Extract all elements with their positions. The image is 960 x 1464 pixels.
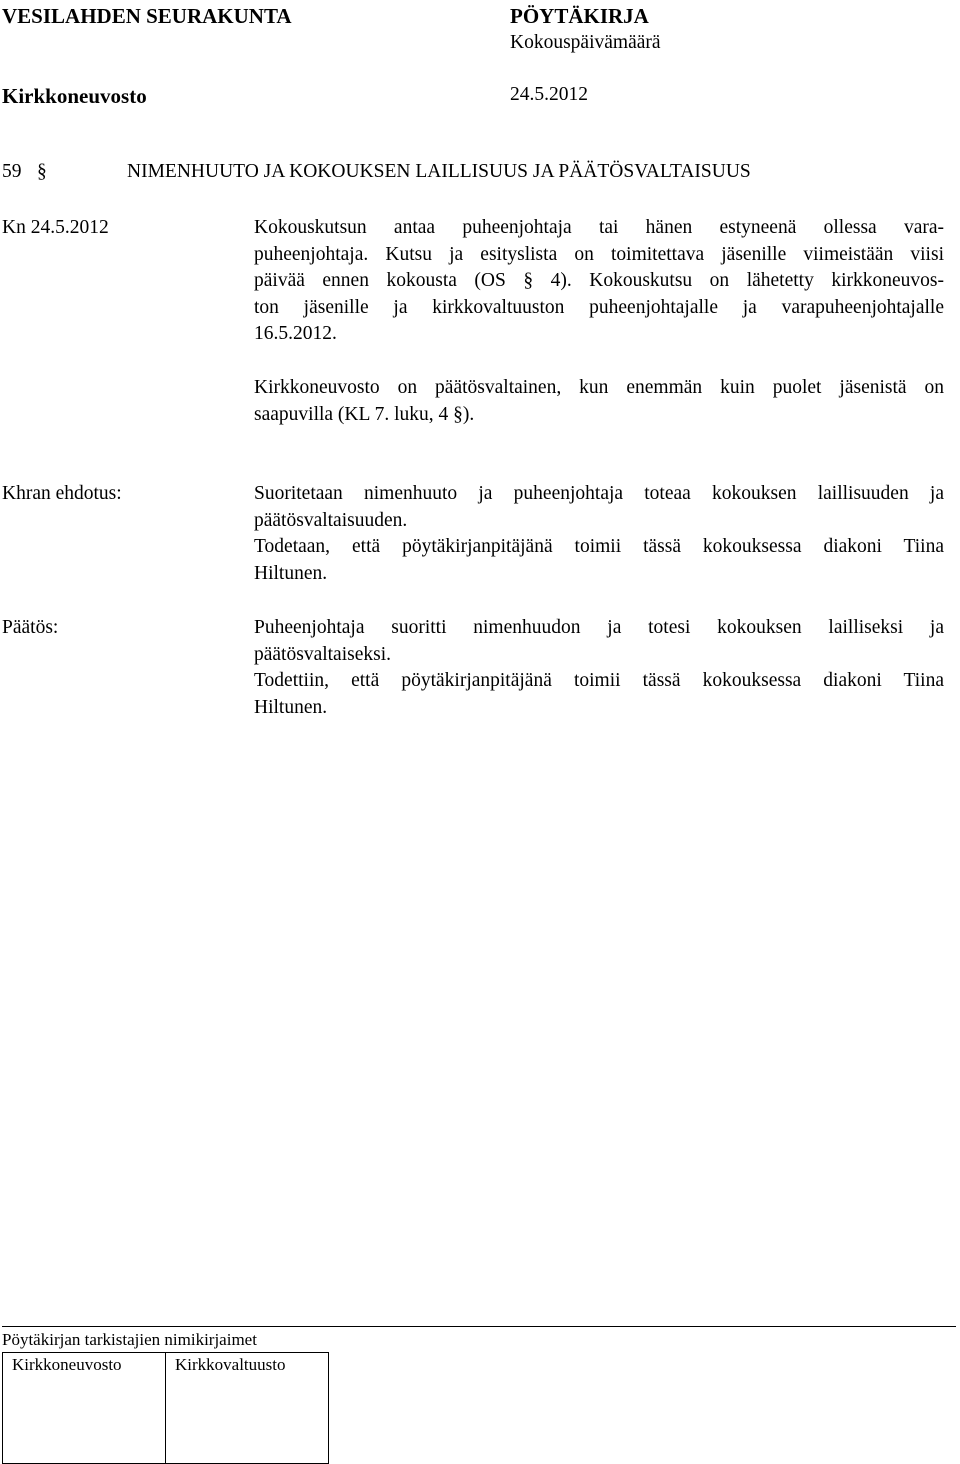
text-line: Hiltunen. (254, 562, 328, 584)
text-line: päivää ennen kokousta (OS § 4). Kokouskutsu on lähetetty kirkkoneuvos- (254, 270, 944, 291)
signature-col2-label: Kirkkovaltuusto (175, 1355, 286, 1374)
proposal-text (254, 481, 944, 587)
meeting-body: Kirkkoneuvosto (2, 84, 147, 108)
text-line: Suoritetaan nimenhuuto ja puheenjohtaja toteaa kokouksen laillisuuden ja (254, 483, 944, 504)
section-symbol: § (37, 161, 47, 182)
organization-name: VESILAHDEN SEURAKUNTA (2, 4, 292, 28)
date-label: Kokouspäivämäärä (510, 32, 661, 53)
section-title: NIMENHUUTO JA KOKOUKSEN LAILLISUUS JA PÄÄTÖSVALTAISUUS (127, 161, 751, 182)
footer-title: Pöytäkirjan tarkistajien nimikirjaimet (2, 1330, 257, 1349)
text-line: Todettiin, että pöytäkirjanpitäjänä toimii tässä kokouksessa diakoni Tiina (254, 670, 944, 691)
reference-label: Kn 24.5.2012 (2, 217, 109, 238)
section-number: 59 (2, 161, 22, 182)
intro-paragraph-1 (254, 215, 944, 348)
text-line: päätösvaltaisuuden. (254, 509, 408, 531)
text-line: Puheenjohtaja suoritti nimenhuudon ja totesi kokouksen lailliseksi ja (254, 617, 944, 638)
text-line: Kokouskutsun antaa puheenjohtaja tai hänen estyneenä ollessa vara- (254, 217, 944, 238)
text-line: 16.5.2012. (254, 323, 337, 344)
meeting-date: 24.5.2012 (510, 84, 588, 105)
intro-paragraph-2 (254, 375, 944, 428)
signature-col1-label: Kirkkoneuvosto (12, 1355, 122, 1374)
text-line: Hiltunen. (254, 696, 328, 718)
text-line: päätösvaltaiseksi. (254, 643, 392, 665)
text-line: Kirkkoneuvosto on päätösvaltainen, kun enemmän kuin puolet jäsenistä on (254, 377, 944, 398)
footer-rule (2, 1326, 956, 1327)
document-type: PÖYTÄKIRJA (510, 4, 649, 28)
text-line: puheenjohtaja. Kutsu ja esityslista on toimitettava jäsenille viimeistään viisi (254, 243, 944, 265)
decision-label: Päätös: (2, 617, 59, 638)
text-line: ton jäsenille ja kirkkovaltuuston puheenjohtajalle ja varapuheenjohtajalle (254, 296, 944, 318)
decision-text (254, 615, 944, 721)
text-line: Todetaan, että pöytäkirjanpitäjänä toimii tässä kokouksessa diakoni Tiina (254, 536, 944, 557)
text-line: saapuvilla (KL 7. luku, 4 §). (254, 403, 475, 425)
proposal-label: Khran ehdotus: (2, 483, 122, 504)
